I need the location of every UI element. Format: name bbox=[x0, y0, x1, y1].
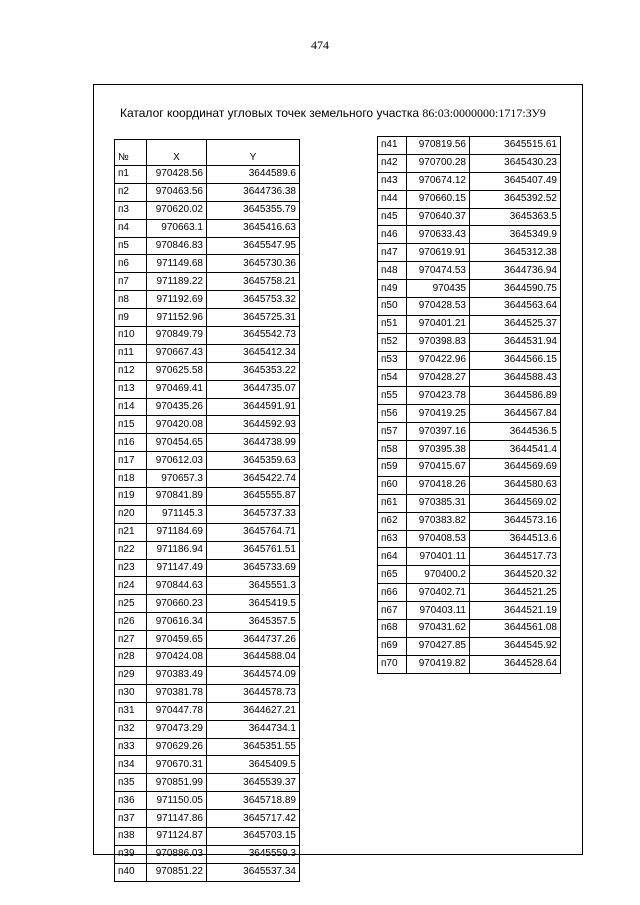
x-coordinate-cell: 970423.78 bbox=[407, 387, 470, 405]
x-coordinate-cell: 971150.05 bbox=[147, 792, 207, 810]
y-coordinate-cell: 3644521.19 bbox=[470, 602, 561, 620]
x-coordinate-cell: 970428.27 bbox=[407, 369, 470, 387]
point-id-cell: п47 bbox=[378, 244, 407, 262]
table-row bbox=[378, 333, 561, 351]
y-coordinate-cell: 3644569.02 bbox=[470, 494, 561, 512]
point-id-cell: п26 bbox=[115, 613, 147, 631]
x-coordinate-cell: 970427.85 bbox=[407, 637, 470, 655]
table-row bbox=[378, 298, 561, 316]
y-coordinate-cell: 3645539.37 bbox=[207, 774, 300, 792]
y-coordinate-cell: 3644567.84 bbox=[470, 405, 561, 423]
point-id-cell: п54 bbox=[378, 369, 407, 387]
y-coordinate-cell: 3645430.23 bbox=[470, 154, 561, 172]
y-coordinate-cell: 3645547.95 bbox=[207, 237, 300, 255]
table-row bbox=[378, 441, 561, 459]
table-row bbox=[115, 541, 300, 559]
y-coordinate-cell: 3645758.21 bbox=[207, 273, 300, 291]
x-coordinate-cell: 970431.62 bbox=[407, 620, 470, 638]
x-coordinate-cell: 970419.25 bbox=[407, 405, 470, 423]
page-number: 474 bbox=[311, 38, 329, 52]
table-row bbox=[115, 219, 300, 237]
point-id-cell: п61 bbox=[378, 494, 407, 512]
table-row bbox=[115, 201, 300, 219]
table-row bbox=[115, 183, 300, 201]
y-coordinate-cell: 3644736.94 bbox=[470, 262, 561, 280]
y-coordinate-cell: 3645357.5 bbox=[207, 613, 300, 631]
x-coordinate-cell: 971192.69 bbox=[147, 291, 207, 309]
x-coordinate-cell: 970841.89 bbox=[147, 488, 207, 506]
point-id-cell: п4 bbox=[115, 219, 147, 237]
table-row bbox=[378, 655, 561, 673]
header-y: Y bbox=[207, 140, 300, 166]
y-coordinate-cell: 3644531.94 bbox=[470, 333, 561, 351]
y-coordinate-cell: 3644591.91 bbox=[207, 398, 300, 416]
y-coordinate-cell: 3645737.33 bbox=[207, 505, 300, 523]
y-coordinate-cell: 3644513.6 bbox=[470, 530, 561, 548]
point-id-cell: п55 bbox=[378, 387, 407, 405]
table-row bbox=[115, 523, 300, 541]
point-id-cell: п45 bbox=[378, 208, 407, 226]
x-coordinate-cell: 970435 bbox=[407, 280, 470, 298]
table-row bbox=[378, 137, 561, 155]
table-row bbox=[378, 154, 561, 172]
point-id-cell: п6 bbox=[115, 255, 147, 273]
table-row bbox=[378, 566, 561, 584]
x-coordinate-cell: 970619.91 bbox=[407, 244, 470, 262]
y-coordinate-cell: 3644536.5 bbox=[470, 423, 561, 441]
y-coordinate-cell: 3645515.61 bbox=[470, 137, 561, 155]
table-row bbox=[115, 863, 300, 881]
x-coordinate-cell: 970620.02 bbox=[147, 201, 207, 219]
y-coordinate-cell: 3645753.32 bbox=[207, 291, 300, 309]
catalog-title-text: Каталог координат угловых точек земельного участка bbox=[120, 106, 423, 120]
table-row bbox=[378, 620, 561, 638]
parcel-code: 86:03:0000000:1717:ЗУ9 bbox=[422, 106, 546, 120]
point-id-cell: п20 bbox=[115, 505, 147, 523]
y-coordinate-cell: 3645355.79 bbox=[207, 201, 300, 219]
x-coordinate-cell: 971124.87 bbox=[147, 827, 207, 845]
x-coordinate-cell: 970428.53 bbox=[407, 298, 470, 316]
table-row bbox=[378, 315, 561, 333]
table-row bbox=[378, 548, 561, 566]
x-coordinate-cell: 970612.03 bbox=[147, 452, 207, 470]
table-header-row bbox=[115, 140, 300, 166]
y-coordinate-cell: 3644569.69 bbox=[470, 459, 561, 477]
y-coordinate-cell: 3644736.38 bbox=[207, 183, 300, 201]
x-coordinate-cell: 970660.23 bbox=[147, 595, 207, 613]
x-coordinate-cell: 970420.08 bbox=[147, 416, 207, 434]
x-coordinate-cell: 970473.29 bbox=[147, 720, 207, 738]
x-coordinate-cell: 970657.3 bbox=[147, 470, 207, 488]
point-id-cell: п16 bbox=[115, 434, 147, 452]
point-id-cell: п15 bbox=[115, 416, 147, 434]
point-id-cell: п60 bbox=[378, 476, 407, 494]
y-coordinate-cell: 3645409.5 bbox=[207, 756, 300, 774]
x-coordinate-cell: 970424.08 bbox=[147, 649, 207, 667]
table-row bbox=[115, 344, 300, 362]
point-id-cell: п27 bbox=[115, 631, 147, 649]
point-id-cell: п19 bbox=[115, 488, 147, 506]
y-coordinate-cell: 3644521.25 bbox=[470, 584, 561, 602]
x-coordinate-cell: 970633.43 bbox=[407, 226, 470, 244]
x-coordinate-cell: 970851.99 bbox=[147, 774, 207, 792]
table-row bbox=[115, 827, 300, 845]
x-coordinate-cell: 970383.49 bbox=[147, 666, 207, 684]
y-coordinate-cell: 3644561.08 bbox=[470, 620, 561, 638]
point-id-cell: п32 bbox=[115, 720, 147, 738]
table-row bbox=[115, 398, 300, 416]
coordinates-table-right bbox=[377, 136, 561, 674]
y-coordinate-cell: 3645353.22 bbox=[207, 362, 300, 380]
point-id-cell: п49 bbox=[378, 280, 407, 298]
x-coordinate-cell: 970447.78 bbox=[147, 702, 207, 720]
y-coordinate-cell: 3644566.15 bbox=[470, 351, 561, 369]
y-coordinate-cell: 3645412.34 bbox=[207, 344, 300, 362]
point-id-cell: п14 bbox=[115, 398, 147, 416]
table-row bbox=[378, 351, 561, 369]
point-id-cell: п65 bbox=[378, 566, 407, 584]
x-coordinate-cell: 970851.22 bbox=[147, 863, 207, 881]
table-row bbox=[378, 637, 561, 655]
x-coordinate-cell: 970401.21 bbox=[407, 315, 470, 333]
table-row bbox=[115, 720, 300, 738]
y-coordinate-cell: 3645422.74 bbox=[207, 470, 300, 488]
table-row bbox=[115, 702, 300, 720]
x-coordinate-cell: 970398.83 bbox=[407, 333, 470, 351]
point-id-cell: п29 bbox=[115, 666, 147, 684]
table-row bbox=[115, 666, 300, 684]
point-id-cell: п8 bbox=[115, 291, 147, 309]
table-row bbox=[378, 280, 561, 298]
table-row bbox=[378, 405, 561, 423]
y-coordinate-cell: 3644590.75 bbox=[470, 280, 561, 298]
y-coordinate-cell: 3644528.64 bbox=[470, 655, 561, 673]
y-coordinate-cell: 3645555.87 bbox=[207, 488, 300, 506]
x-coordinate-cell: 970435.26 bbox=[147, 398, 207, 416]
table-row bbox=[378, 190, 561, 208]
y-coordinate-cell: 3645730.36 bbox=[207, 255, 300, 273]
table-row bbox=[115, 452, 300, 470]
x-coordinate-cell: 970819.56 bbox=[407, 137, 470, 155]
y-coordinate-cell: 3644588.43 bbox=[470, 369, 561, 387]
y-coordinate-cell: 3645717.42 bbox=[207, 810, 300, 828]
y-coordinate-cell: 3644580.63 bbox=[470, 476, 561, 494]
table-row bbox=[115, 613, 300, 631]
y-coordinate-cell: 3645359.63 bbox=[207, 452, 300, 470]
x-coordinate-cell: 970660.15 bbox=[407, 190, 470, 208]
x-coordinate-cell: 970474.53 bbox=[407, 262, 470, 280]
point-id-cell: п53 bbox=[378, 351, 407, 369]
y-coordinate-cell: 3644545.92 bbox=[470, 637, 561, 655]
y-coordinate-cell: 3645761.51 bbox=[207, 541, 300, 559]
y-coordinate-cell: 3644588.04 bbox=[207, 649, 300, 667]
x-coordinate-cell: 970402.71 bbox=[407, 584, 470, 602]
point-id-cell: п41 bbox=[378, 137, 407, 155]
table-row bbox=[115, 595, 300, 613]
point-id-cell: п30 bbox=[115, 684, 147, 702]
point-id-cell: п52 bbox=[378, 333, 407, 351]
point-id-cell: п33 bbox=[115, 738, 147, 756]
table-row bbox=[115, 774, 300, 792]
point-id-cell: п40 bbox=[115, 863, 147, 881]
point-id-cell: п59 bbox=[378, 459, 407, 477]
point-id-cell: п1 bbox=[115, 166, 147, 184]
point-id-cell: п44 bbox=[378, 190, 407, 208]
x-coordinate-cell: 970625.58 bbox=[147, 362, 207, 380]
point-id-cell: п31 bbox=[115, 702, 147, 720]
point-id-cell: п22 bbox=[115, 541, 147, 559]
point-id-cell: п3 bbox=[115, 201, 147, 219]
point-id-cell: п42 bbox=[378, 154, 407, 172]
point-id-cell: п69 bbox=[378, 637, 407, 655]
point-id-cell: п11 bbox=[115, 344, 147, 362]
x-coordinate-cell: 971184.69 bbox=[147, 523, 207, 541]
table-row bbox=[115, 505, 300, 523]
table-row bbox=[115, 362, 300, 380]
x-coordinate-cell: 970385.31 bbox=[407, 494, 470, 512]
table-row bbox=[378, 262, 561, 280]
point-id-cell: п70 bbox=[378, 655, 407, 673]
header-x: X bbox=[147, 140, 207, 166]
catalog-title bbox=[120, 106, 546, 121]
x-coordinate-cell: 970640.37 bbox=[407, 208, 470, 226]
y-coordinate-cell: 3645559.3 bbox=[207, 845, 300, 863]
point-id-cell: п10 bbox=[115, 327, 147, 345]
table-row bbox=[378, 530, 561, 548]
y-coordinate-cell: 3644578.73 bbox=[207, 684, 300, 702]
point-id-cell: п38 bbox=[115, 827, 147, 845]
x-coordinate-cell: 970401.11 bbox=[407, 548, 470, 566]
table-row bbox=[115, 488, 300, 506]
point-id-cell: п58 bbox=[378, 441, 407, 459]
y-coordinate-cell: 3644586.89 bbox=[470, 387, 561, 405]
table-row bbox=[115, 416, 300, 434]
y-coordinate-cell: 3645725.31 bbox=[207, 309, 300, 327]
y-coordinate-cell: 3644738.99 bbox=[207, 434, 300, 452]
table-row bbox=[378, 476, 561, 494]
x-coordinate-cell: 970408.53 bbox=[407, 530, 470, 548]
y-coordinate-cell: 3644737.26 bbox=[207, 631, 300, 649]
table-row bbox=[378, 226, 561, 244]
y-coordinate-cell: 3644735.07 bbox=[207, 380, 300, 398]
y-coordinate-cell: 3645351.55 bbox=[207, 738, 300, 756]
x-coordinate-cell: 970846.83 bbox=[147, 237, 207, 255]
y-coordinate-cell: 3644525.37 bbox=[470, 315, 561, 333]
y-coordinate-cell: 3645733.69 bbox=[207, 559, 300, 577]
x-coordinate-cell: 970395.38 bbox=[407, 441, 470, 459]
point-id-cell: п5 bbox=[115, 237, 147, 255]
table-row bbox=[378, 512, 561, 530]
table-row bbox=[115, 291, 300, 309]
table-row bbox=[115, 792, 300, 810]
table-row bbox=[115, 470, 300, 488]
table-row bbox=[378, 369, 561, 387]
x-coordinate-cell: 970454.65 bbox=[147, 434, 207, 452]
y-coordinate-cell: 3644589.6 bbox=[207, 166, 300, 184]
point-id-cell: п13 bbox=[115, 380, 147, 398]
x-coordinate-cell: 970663.1 bbox=[147, 219, 207, 237]
point-id-cell: п23 bbox=[115, 559, 147, 577]
point-id-cell: п25 bbox=[115, 595, 147, 613]
table-row bbox=[378, 494, 561, 512]
table-row bbox=[378, 387, 561, 405]
point-id-cell: п64 bbox=[378, 548, 407, 566]
y-coordinate-cell: 3645764.71 bbox=[207, 523, 300, 541]
point-id-cell: п48 bbox=[378, 262, 407, 280]
x-coordinate-cell: 970886.03 bbox=[147, 845, 207, 863]
x-coordinate-cell: 970700.28 bbox=[407, 154, 470, 172]
x-coordinate-cell: 970418.26 bbox=[407, 476, 470, 494]
point-id-cell: п18 bbox=[115, 470, 147, 488]
x-coordinate-cell: 971149.68 bbox=[147, 255, 207, 273]
table-row bbox=[115, 756, 300, 774]
point-id-cell: п62 bbox=[378, 512, 407, 530]
table-row bbox=[378, 208, 561, 226]
x-coordinate-cell: 970415.67 bbox=[407, 459, 470, 477]
x-coordinate-cell: 970844.63 bbox=[147, 577, 207, 595]
table-row bbox=[115, 434, 300, 452]
y-coordinate-cell: 3644574.09 bbox=[207, 666, 300, 684]
y-coordinate-cell: 3644541.4 bbox=[470, 441, 561, 459]
table-row bbox=[115, 845, 300, 863]
x-coordinate-cell: 970403.11 bbox=[407, 602, 470, 620]
x-coordinate-cell: 970849.79 bbox=[147, 327, 207, 345]
x-coordinate-cell: 970381.78 bbox=[147, 684, 207, 702]
y-coordinate-cell: 3644517.73 bbox=[470, 548, 561, 566]
x-coordinate-cell: 970629.26 bbox=[147, 738, 207, 756]
point-id-cell: п36 bbox=[115, 792, 147, 810]
point-id-cell: п51 bbox=[378, 315, 407, 333]
table-row bbox=[115, 631, 300, 649]
table-row bbox=[115, 237, 300, 255]
right-table-body bbox=[378, 137, 561, 674]
y-coordinate-cell: 3645419.5 bbox=[207, 595, 300, 613]
point-id-cell: п63 bbox=[378, 530, 407, 548]
x-coordinate-cell: 970674.12 bbox=[407, 172, 470, 190]
x-coordinate-cell: 970419.82 bbox=[407, 655, 470, 673]
point-id-cell: п57 bbox=[378, 423, 407, 441]
table-row bbox=[115, 559, 300, 577]
point-id-cell: п68 bbox=[378, 620, 407, 638]
y-coordinate-cell: 3644520.32 bbox=[470, 566, 561, 584]
y-coordinate-cell: 3645312.38 bbox=[470, 244, 561, 262]
point-id-cell: п39 bbox=[115, 845, 147, 863]
y-coordinate-cell: 3644627.21 bbox=[207, 702, 300, 720]
y-coordinate-cell: 3645349.9 bbox=[470, 226, 561, 244]
point-id-cell: п67 bbox=[378, 602, 407, 620]
table-row bbox=[115, 738, 300, 756]
table-row bbox=[115, 273, 300, 291]
y-coordinate-cell: 3644563.64 bbox=[470, 298, 561, 316]
table-row bbox=[115, 309, 300, 327]
point-id-cell: п9 bbox=[115, 309, 147, 327]
table-row bbox=[378, 423, 561, 441]
y-coordinate-cell: 3645416.63 bbox=[207, 219, 300, 237]
point-id-cell: п2 bbox=[115, 183, 147, 201]
point-id-cell: п12 bbox=[115, 362, 147, 380]
x-coordinate-cell: 970463.56 bbox=[147, 183, 207, 201]
y-coordinate-cell: 3645363.5 bbox=[470, 208, 561, 226]
coordinates-table-left bbox=[114, 139, 300, 882]
point-id-cell: п7 bbox=[115, 273, 147, 291]
x-coordinate-cell: 970400.2 bbox=[407, 566, 470, 584]
point-id-cell: п50 bbox=[378, 298, 407, 316]
header-number: № bbox=[115, 140, 147, 166]
y-coordinate-cell: 3645407.49 bbox=[470, 172, 561, 190]
point-id-cell: п17 bbox=[115, 452, 147, 470]
y-coordinate-cell: 3645392.52 bbox=[470, 190, 561, 208]
point-id-cell: п28 bbox=[115, 649, 147, 667]
left-table-body bbox=[115, 166, 300, 882]
table-row bbox=[115, 649, 300, 667]
y-coordinate-cell: 3644573.16 bbox=[470, 512, 561, 530]
x-coordinate-cell: 970670.31 bbox=[147, 756, 207, 774]
x-coordinate-cell: 970667.43 bbox=[147, 344, 207, 362]
x-coordinate-cell: 971152.96 bbox=[147, 309, 207, 327]
point-id-cell: п24 bbox=[115, 577, 147, 595]
x-coordinate-cell: 970469.41 bbox=[147, 380, 207, 398]
table-row bbox=[378, 244, 561, 262]
table-row bbox=[115, 810, 300, 828]
x-coordinate-cell: 971147.86 bbox=[147, 810, 207, 828]
point-id-cell: п56 bbox=[378, 405, 407, 423]
y-coordinate-cell: 3645537.34 bbox=[207, 863, 300, 881]
x-coordinate-cell: 970422.96 bbox=[407, 351, 470, 369]
table-row bbox=[378, 602, 561, 620]
point-id-cell: п46 bbox=[378, 226, 407, 244]
table-row bbox=[378, 172, 561, 190]
x-coordinate-cell: 970383.82 bbox=[407, 512, 470, 530]
table-row bbox=[378, 584, 561, 602]
y-coordinate-cell: 3644592.93 bbox=[207, 416, 300, 434]
x-coordinate-cell: 970428.56 bbox=[147, 166, 207, 184]
point-id-cell: п35 bbox=[115, 774, 147, 792]
y-coordinate-cell: 3645542.73 bbox=[207, 327, 300, 345]
table-row bbox=[115, 327, 300, 345]
table-row bbox=[115, 166, 300, 184]
y-coordinate-cell: 3644734.1 bbox=[207, 720, 300, 738]
x-coordinate-cell: 971147.49 bbox=[147, 559, 207, 577]
x-coordinate-cell: 971145.3 bbox=[147, 505, 207, 523]
table-row bbox=[115, 380, 300, 398]
x-coordinate-cell: 971186.94 bbox=[147, 541, 207, 559]
table-row bbox=[378, 459, 561, 477]
y-coordinate-cell: 3645718.89 bbox=[207, 792, 300, 810]
x-coordinate-cell: 970397.16 bbox=[407, 423, 470, 441]
point-id-cell: п66 bbox=[378, 584, 407, 602]
point-id-cell: п37 bbox=[115, 810, 147, 828]
point-id-cell: п34 bbox=[115, 756, 147, 774]
x-coordinate-cell: 971189.22 bbox=[147, 273, 207, 291]
x-coordinate-cell: 970459.65 bbox=[147, 631, 207, 649]
point-id-cell: п21 bbox=[115, 523, 147, 541]
point-id-cell: п43 bbox=[378, 172, 407, 190]
table-row bbox=[115, 684, 300, 702]
y-coordinate-cell: 3645703.15 bbox=[207, 827, 300, 845]
y-coordinate-cell: 3645551.3 bbox=[207, 577, 300, 595]
table-row bbox=[115, 255, 300, 273]
table-row bbox=[115, 577, 300, 595]
x-coordinate-cell: 970616.34 bbox=[147, 613, 207, 631]
